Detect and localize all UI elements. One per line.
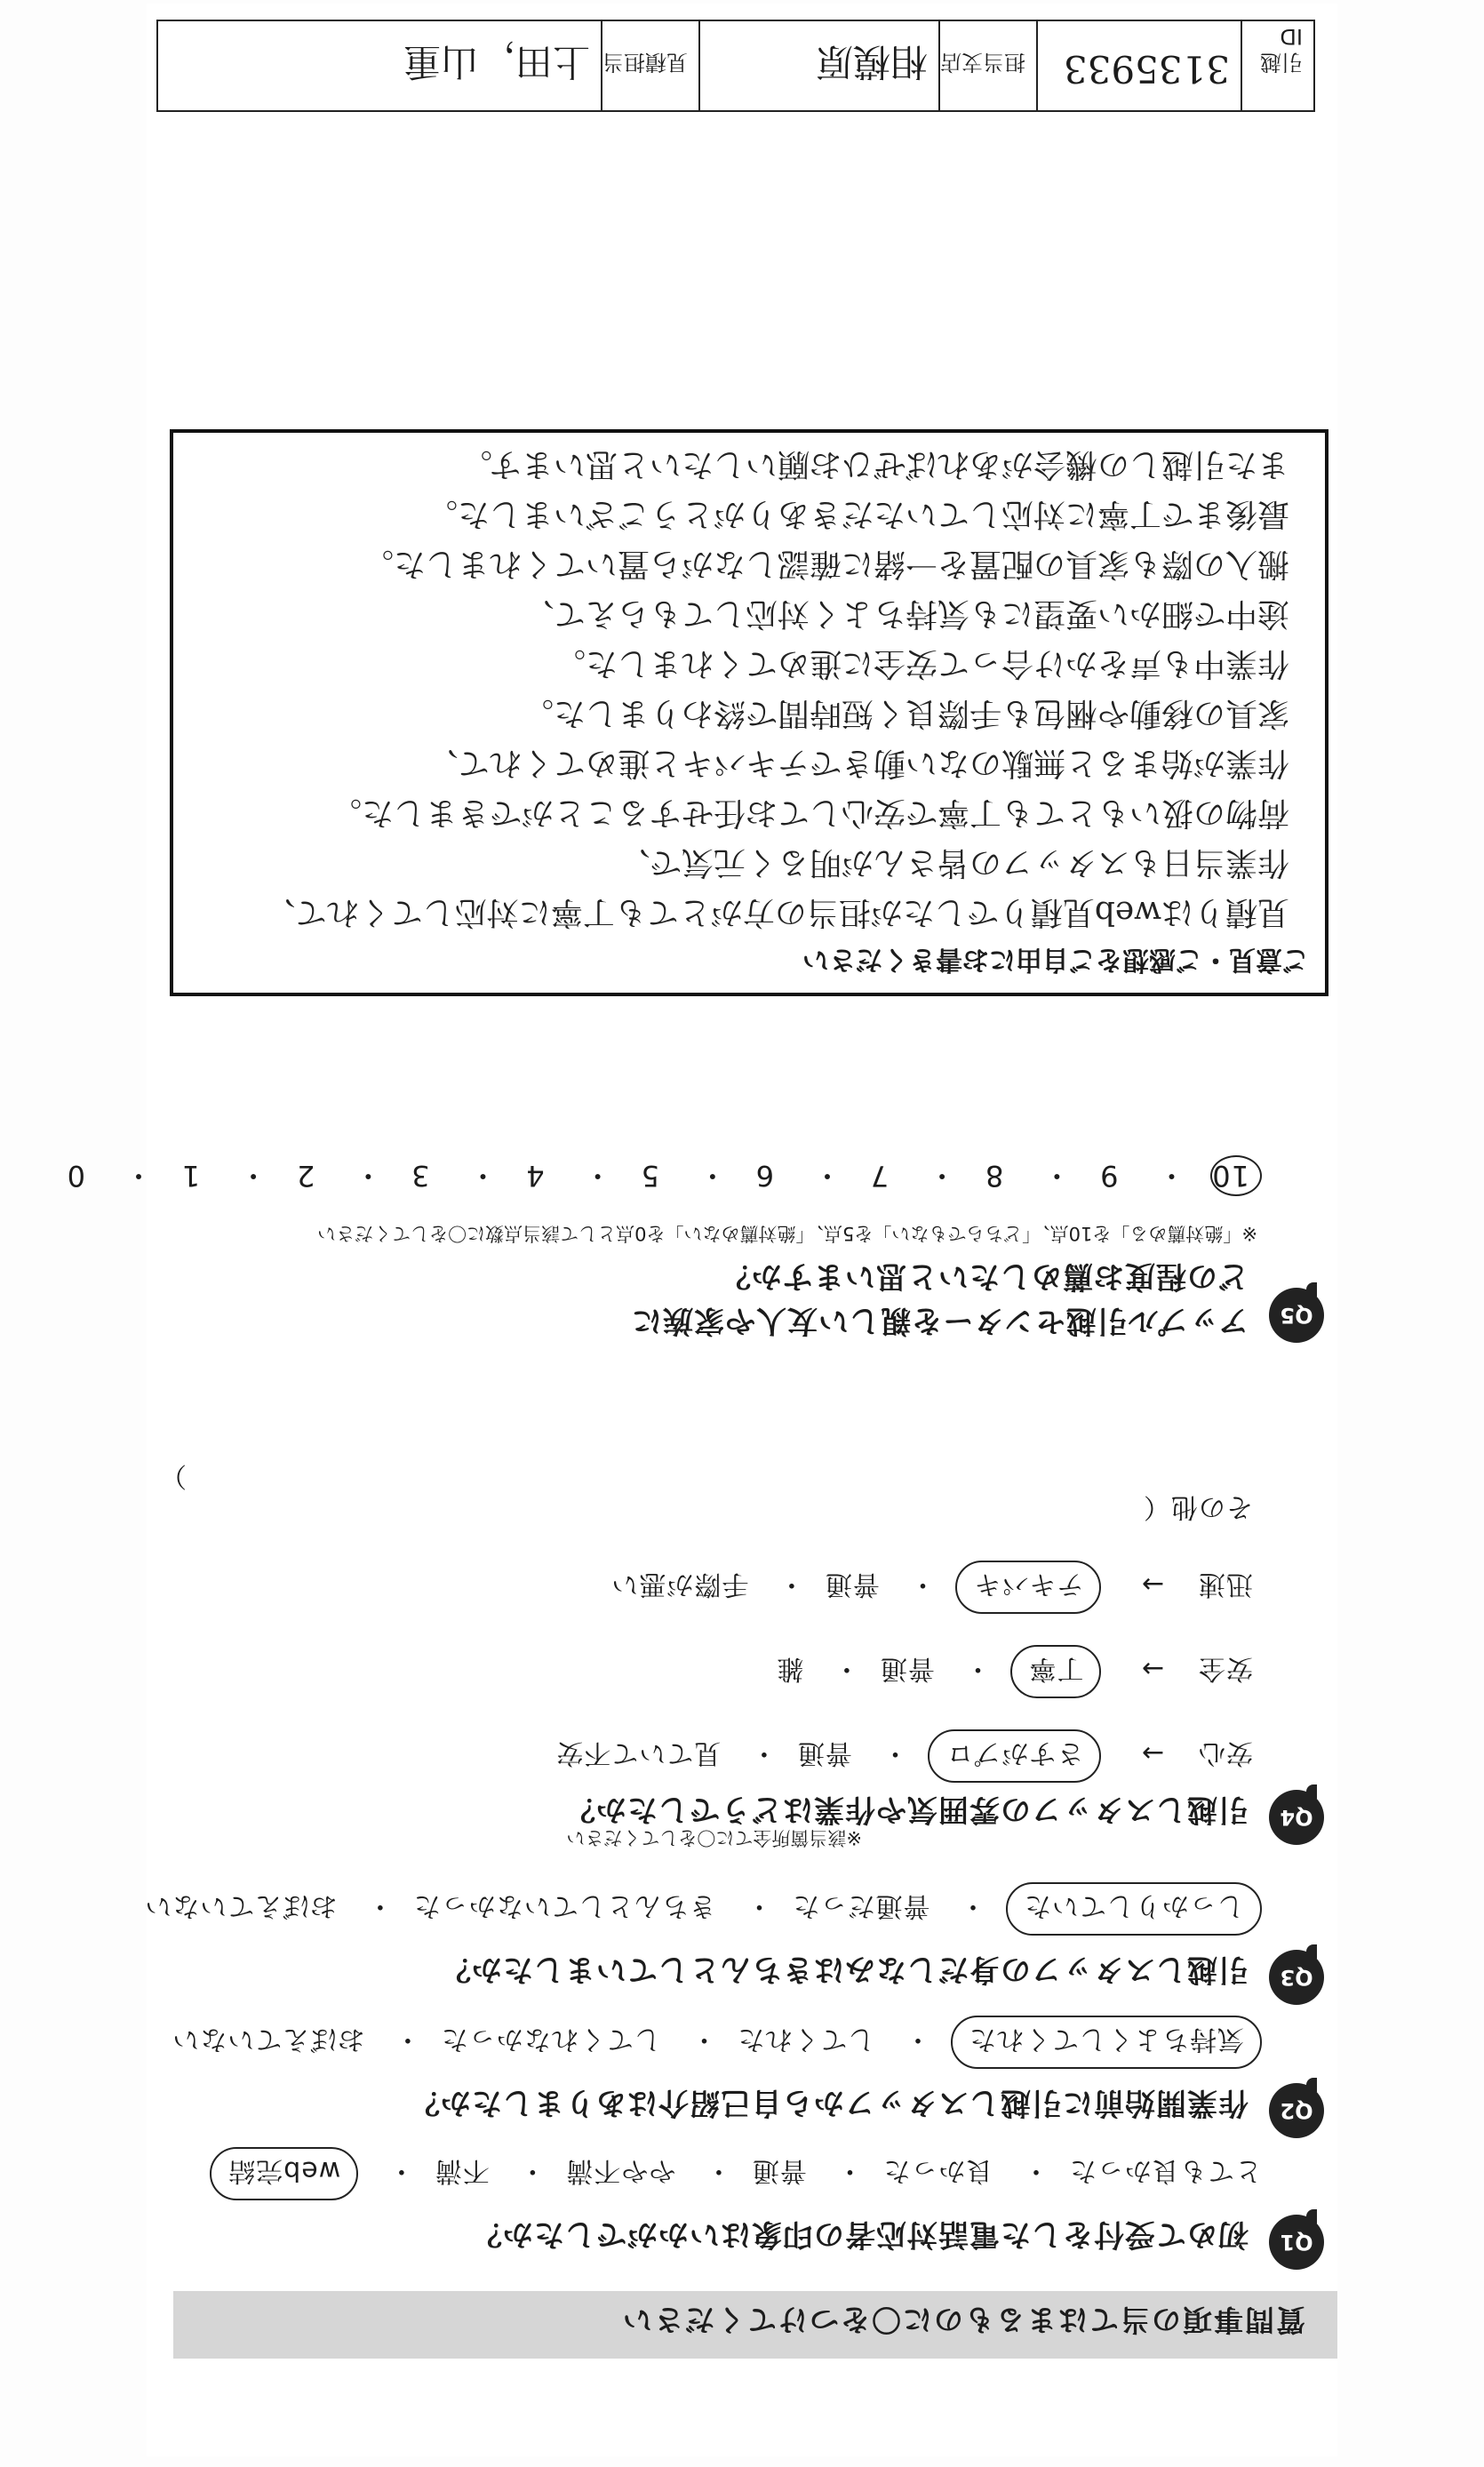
q1-option-4[interactable]: やや不満 [565, 2155, 676, 2186]
comment-line-9: 最後まで丁寧に対応していただきありがとうございました。 [425, 496, 1289, 532]
q5-note: ※「絶対薦める」を10点、「どちらでもない」を5点、「絶対薦めない」を0点として該当点数に〇をしてください [317, 1223, 1257, 1244]
q5-score-6[interactable]: 6 [754, 1159, 774, 1193]
q5-score-7[interactable]: 7 [869, 1159, 890, 1193]
q2-question: 作業開始前に引越しスタッフから自己紹介はありましたか？ [409, 2085, 1249, 2120]
q5-score-4[interactable]: 4 [525, 1159, 545, 1193]
footer-id-table [156, 20, 1315, 112]
q4-row-3-label: 迅速 [1198, 1569, 1253, 1600]
q3-option-1-circled[interactable]: しっかりしていた [1006, 1882, 1262, 1936]
arrow-right-icon: → [1140, 1653, 1164, 1684]
header-banner-text: 質問事項の当てはまるものに〇をつけてください [621, 2303, 1305, 2337]
q5-question-line1: アップル引越センターを親しい友人や家族に [631, 1303, 1249, 1338]
q1-option-2[interactable]: 良かった [882, 2155, 993, 2186]
header-banner [173, 2291, 1337, 2359]
q4-other-label: その他（ [1143, 1491, 1253, 1522]
q5-score-10-circled[interactable]: 10 [1210, 1155, 1262, 1196]
comment-line-4: 作業が始まると無駄のない動きでテキパキと進めてくれて、 [426, 745, 1289, 781]
q4-row-3: 迅速→ テキパキ・ 普通・ 手際が悪い [610, 1561, 1253, 1614]
q4-row-1-option-3[interactable]: 見ていて不安 [555, 1737, 722, 1768]
q3-option-3[interactable]: きちんとしていなかった [412, 1890, 716, 1921]
q4-row-2: 安全→ 丁寧・ 普通・ 雑 [776, 1645, 1253, 1698]
q4-row-3-option-1-circled[interactable]: テキパキ [955, 1561, 1101, 1614]
q2-option-3[interactable]: してくれなかった [440, 2024, 661, 2055]
id-label-cell [1242, 21, 1313, 110]
q4-note: ※該当箇所全てに〇をしてください [566, 1827, 862, 1848]
q4-other [1143, 1490, 1253, 1529]
q1-options: とても良かった・ 良かった・ 普通・ やや不満・ 不満・ web完結 [210, 2147, 1262, 2200]
comment-line-8: 搬入の際も家具の配置を一緒に確認しながら置いてくれました。 [361, 546, 1289, 582]
q2-option-1-circled[interactable]: 気持ちよくしてくれた [951, 2016, 1262, 2069]
staff-label: 見積担当 [602, 50, 688, 75]
q5-scale: 10・ 9・ 8・ 7・ 6・ 5・ 4・ 3・ 2・ 1・ 0 [62, 1155, 1262, 1198]
q3-option-4[interactable]: おぼえていない [144, 1890, 338, 1921]
q4-row-1: 安心→ さすがプロ・ 普通・ 見ていて不安 [555, 1729, 1253, 1783]
q4-row-1-label: 安心 [1198, 1737, 1253, 1768]
q3-question: 引越しスタッフの身だしなみはきちんとしていましたか？ [440, 1952, 1249, 1987]
q4-row-3-option-2[interactable]: 普通 [824, 1569, 880, 1600]
q4-row-3-option-3[interactable]: 手際が悪い [610, 1569, 749, 1600]
id-value: 3135933 [1063, 47, 1230, 91]
q2-option-4[interactable]: おぼえていない [172, 2024, 365, 2055]
q5-score-8[interactable]: 8 [984, 1159, 1004, 1193]
branch-value: 相模原 [815, 40, 928, 84]
q3-options: しっかりしていた・ 普通だった・ きちんとしていなかった・ おぼえていない [144, 1882, 1262, 1936]
q1-option-5[interactable]: 不満 [434, 2155, 490, 2186]
q2-badge: Q2 [1269, 2083, 1324, 2138]
q4-question: 引越しスタッフの雰囲気や作業はどうでしたか？ [564, 1792, 1249, 1827]
q4-row-1-option-2[interactable]: 普通 [796, 1737, 852, 1768]
q3-option-2[interactable]: 普通だった [792, 1890, 930, 1921]
q2-options: 気持ちよくしてくれた・ してくれた・ してくれなかった・ おぼえていない [172, 2016, 1262, 2069]
branch-label: 担当支店 [940, 50, 1025, 75]
branch-value-cell [698, 21, 940, 110]
arrow-right-icon: → [1140, 1569, 1164, 1600]
q5-score-5[interactable]: 5 [640, 1159, 659, 1193]
comment-title: ご意見・ご感想をご自由にお書きください [802, 944, 1309, 975]
q2-option-2[interactable]: してくれた [737, 2024, 875, 2055]
q1-option-3[interactable]: 普通 [751, 2155, 807, 2186]
q5-score-0[interactable]: 0 [66, 1159, 85, 1193]
comment-line-6: 作業中も声をかけ合って安全に進めてくれました。 [553, 645, 1289, 682]
comment-line-5: 家具の移動や梱包も手際良く短時間で終わりました。 [521, 695, 1289, 731]
comment-line-1: 見積りはweb見積りでしたが担当の方がとても丁寧に対応してくれて、 [263, 894, 1289, 930]
q4-other-close: ） [159, 1460, 187, 1491]
q5-score-9[interactable]: 9 [1099, 1159, 1119, 1193]
id-label: 引越ID [1260, 24, 1303, 75]
q4-row-2-option-3[interactable]: 雑 [776, 1653, 804, 1684]
staff-label-cell [601, 21, 700, 110]
comment-line-3: 荷物の扱いもとても丁寧で安心してお任せすることができました。 [329, 794, 1289, 831]
q1-option-1[interactable]: とても良かった [1069, 2155, 1262, 2186]
q1-question: 初めて受付をした電話対応者の印象はいかがでしたか？ [471, 2216, 1249, 2252]
comment-line-2: 作業当日もスタッフの皆さんが明るく元気で、 [618, 844, 1289, 881]
id-value-cell [1036, 21, 1242, 110]
comment-box[interactable] [170, 429, 1328, 996]
staff-value-cell [158, 21, 602, 110]
q4-badge: Q4 [1269, 1790, 1324, 1845]
q1-option-6-circled[interactable]: web完結 [210, 2147, 358, 2200]
q5-badge: Q5 [1269, 1288, 1324, 1343]
comment-line-7: 途中で細かい要望にも気持ちよく対応してもらえて、 [522, 595, 1289, 632]
q4-row-2-label: 安全 [1198, 1653, 1253, 1684]
q1-badge: Q1 [1269, 2215, 1324, 2270]
q5-score-2[interactable]: 2 [295, 1159, 315, 1193]
q5-score-3[interactable]: 3 [411, 1159, 430, 1193]
branch-label-cell [938, 21, 1038, 110]
comment-line-10: また引越しの機会があればぜひお願いしたいと思います。 [459, 446, 1289, 483]
q4-row-2-option-1-circled[interactable]: 丁寧 [1010, 1645, 1101, 1698]
q4-row-2-option-2[interactable]: 普通 [879, 1653, 935, 1684]
arrow-right-icon: → [1140, 1737, 1164, 1768]
q5-score-1[interactable]: 1 [180, 1159, 201, 1193]
staff-value: 上田，山重 [403, 40, 590, 84]
q4-row-1-option-1-circled[interactable]: さすがプロ [928, 1729, 1101, 1783]
q5-question-line2: どの程度お薦めしたいと思いますか？ [720, 1258, 1249, 1294]
q3-badge: Q3 [1269, 1950, 1324, 2005]
